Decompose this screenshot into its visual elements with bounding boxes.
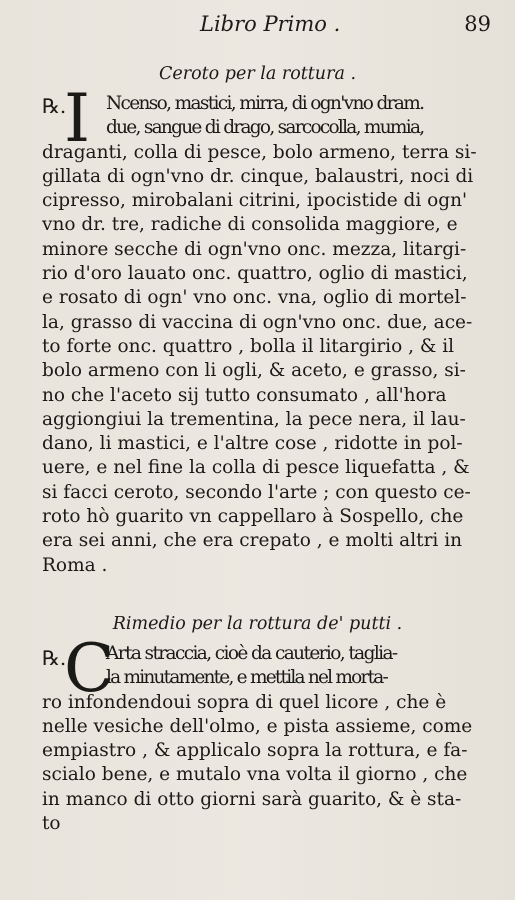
drop-cap: C (64, 630, 115, 707)
text-line: Ncenso, mastici, mirra, di ogn'vno dram. (106, 93, 424, 114)
text-line: aggiongiui la trementina, la pece nera, il lau- (42, 408, 466, 430)
running-head: Libro Primo . (200, 12, 341, 36)
text-line: la, grasso di vaccina di ogn'vno onc. due, ace- (42, 311, 473, 333)
text-line: to forte onc. quattro , bolla il litargirio , & il (42, 335, 455, 357)
text-line: no che l'aceto sij tutto consumato , all'hora (42, 384, 447, 406)
text-line: nelle vesiche dell'olmo, e pista assieme, come (42, 715, 473, 737)
section-title: Ceroto per la rottura . (158, 64, 357, 84)
text-line: gillata di ogn'vno dr. cinque, balaustri, noci di (42, 165, 474, 187)
text-line: roto hò guarito vn cappellaro à Sospello, che (42, 506, 464, 528)
page-header (0, 12, 515, 42)
recipe-mark: ℞. (42, 94, 67, 118)
text-line: to (42, 813, 61, 835)
recipe-text (42, 92, 487, 578)
text-line: minore secche di ogn'vno onc. mezza, litargi- (42, 238, 467, 260)
text-line: in manco di otto giorni sarà guarito, & è sta- (42, 788, 462, 810)
text-line: Roma . (42, 554, 108, 576)
section-title: Rimedio per la rottura de' putti . (112, 614, 403, 634)
recipe-text (42, 642, 487, 836)
text-line: rio d'oro lauato onc. quattro, oglio di mastici, (42, 263, 468, 285)
text-line: la minutamente, e mettila nel morta- (106, 667, 387, 689)
text-line: vno dr. tre, radiche di consolida maggiore, e (42, 214, 458, 236)
text-line: due, sangue di drago, sarcocolla, mumia, (106, 117, 424, 139)
text-line: e rosato di ogn' vno onc. vna, oglio di mortel- (42, 287, 467, 309)
text-line: uere, e nel fine la colla di pesce liquefatta , & (42, 457, 470, 479)
text-line: draganti, colla di pesce, bolo armeno, terra si- (42, 141, 477, 163)
text-line: era sei anni, che era crepato , e molti altri in (42, 530, 463, 552)
text-line: empiastro , & applicalo sopra la rottura, e fa- (42, 740, 468, 762)
page-number: 89 (464, 12, 491, 36)
text-line: ro infondendoui sopra di quel licore , che è (42, 691, 447, 713)
text-line: dano, li mastici, e l'altre cose , ridotte in pol- (42, 433, 463, 455)
text-line: Arta straccia, cioè da cauterio, taglia- (106, 643, 397, 664)
text-line: scialo bene, e mutalo vna volta il giorno , che (42, 764, 468, 786)
drop-cap: I (64, 80, 91, 157)
text-line: cipresso, mirobalani citrini, ipocistide di ogn' (42, 190, 468, 212)
text-line: si facci ceroto, secondo l'arte ; con questo ce- (42, 481, 471, 503)
text-line: bolo armeno con li ogli, & aceto, e grasso, si- (42, 360, 466, 382)
recipe-mark: ℞. (42, 646, 67, 670)
